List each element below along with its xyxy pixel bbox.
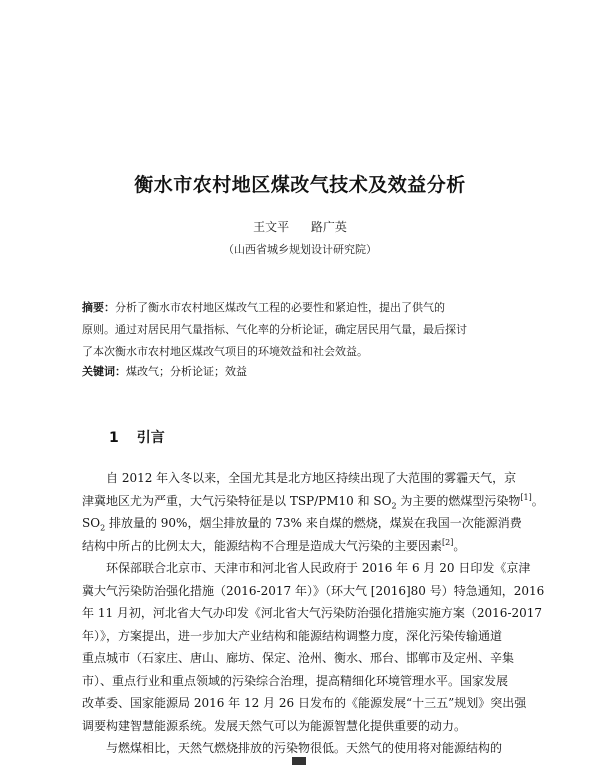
body-text-run: SO bbox=[82, 516, 101, 530]
body-line: 年）》，方案提出，进一步加大产业结构和能源结构调整力度，深化污染传输通道 bbox=[82, 628, 503, 643]
section-title: 引言 bbox=[136, 430, 165, 446]
abstract-line bbox=[82, 297, 522, 319]
subscript: 2 bbox=[100, 523, 106, 533]
keywords-block bbox=[82, 362, 522, 382]
body-text-run: 排放量的 90%，烟尘排放量的 73% 来自煤的燃烧，煤炭在我国一次能源消费 bbox=[105, 516, 522, 530]
abstract-line: 了本次衡水市农村地区煤改气项目的环境效益和社会效益。 bbox=[82, 345, 368, 358]
body-line: 环保部联合北京市、天津市和河北省人民政府于 2016 年 6 月 20 日印发《京津 bbox=[106, 561, 531, 575]
body-line bbox=[82, 512, 522, 535]
paper-title: 衡水市农村地区煤改气技术及效益分析 bbox=[134, 174, 466, 196]
citation-ref: [2] bbox=[442, 537, 454, 547]
subscript: 2 bbox=[391, 500, 397, 510]
body-line bbox=[82, 535, 522, 558]
body-line: 与燃煤相比，天然气燃烧排放的污染物很低。天然气的使用将对能源结构的 bbox=[106, 741, 503, 755]
author-list bbox=[0, 218, 600, 235]
body-text bbox=[82, 467, 545, 760]
body-line: 调要构建智慧能源系统。发展天然气可以为能源智慧化提供重要的动力。 bbox=[82, 718, 467, 733]
body-line: 改革委、国家能源局 2016 年 12 月 26 日发布的《能源发展“十三五”规划》突出强 bbox=[82, 696, 527, 710]
section-number: 1 bbox=[109, 430, 119, 446]
author-name: 王文平 bbox=[253, 220, 290, 234]
citation-ref: [1] bbox=[520, 492, 532, 502]
body-line bbox=[82, 490, 544, 513]
author-name: 路广英 bbox=[310, 220, 347, 234]
page-number-mark bbox=[292, 757, 306, 765]
body-text-run: 。 bbox=[531, 493, 544, 508]
author-affiliation: （山西省城乡规划设计研究院） bbox=[223, 243, 377, 256]
abstract-label: 摘要： bbox=[82, 301, 115, 314]
body-line: 市）、重点行业和重点领域的污染综合治理，提高精细化环境管理水平。国家发展 bbox=[82, 673, 509, 688]
keywords-text: 煤改气；分析论证；效益 bbox=[126, 365, 247, 378]
abstract-text: 分析了衡水市农村地区煤改气工程的必要性和紧迫性，提出了供气的 bbox=[115, 301, 445, 314]
abstract-line: 原则。通过对居民用气量指标、气化率的分析论证，确定居民用气量，最后探讨 bbox=[82, 323, 467, 336]
body-line: 重点城市（石家庄、唐山、廊坊、保定、沧州、衡水、邢台、邯郸市及定州、辛集 bbox=[82, 651, 515, 665]
body-line: 年 11 月初，河北省大气办印发《河北省大气污染防治强化措施实施方案（2016-2017 bbox=[82, 606, 543, 620]
body-text-run: 为主要的燃煤型污染物 bbox=[396, 493, 521, 508]
abstract-block bbox=[82, 297, 522, 363]
body-line: 自 2012 年入冬以来，全国尤其是北方地区持续出现了大范围的雾霾天气，京 bbox=[106, 471, 517, 485]
section-heading bbox=[109, 427, 165, 447]
body-text-run: 。 bbox=[453, 538, 466, 553]
keywords-label: 关键词： bbox=[82, 365, 126, 378]
body-text-run: 津冀地区尤为严重，大气污染特征是以 TSP/PM10 和 SO bbox=[82, 493, 392, 508]
body-line: 冀大气污染防治强化措施（2016-2017 年）》（环大气 [2016]80 号）特急通知，2016 bbox=[82, 583, 545, 598]
body-text-run: 结构中所占的比例太大，能源结构不合理是造成大气污染的主要因素 bbox=[82, 538, 443, 553]
